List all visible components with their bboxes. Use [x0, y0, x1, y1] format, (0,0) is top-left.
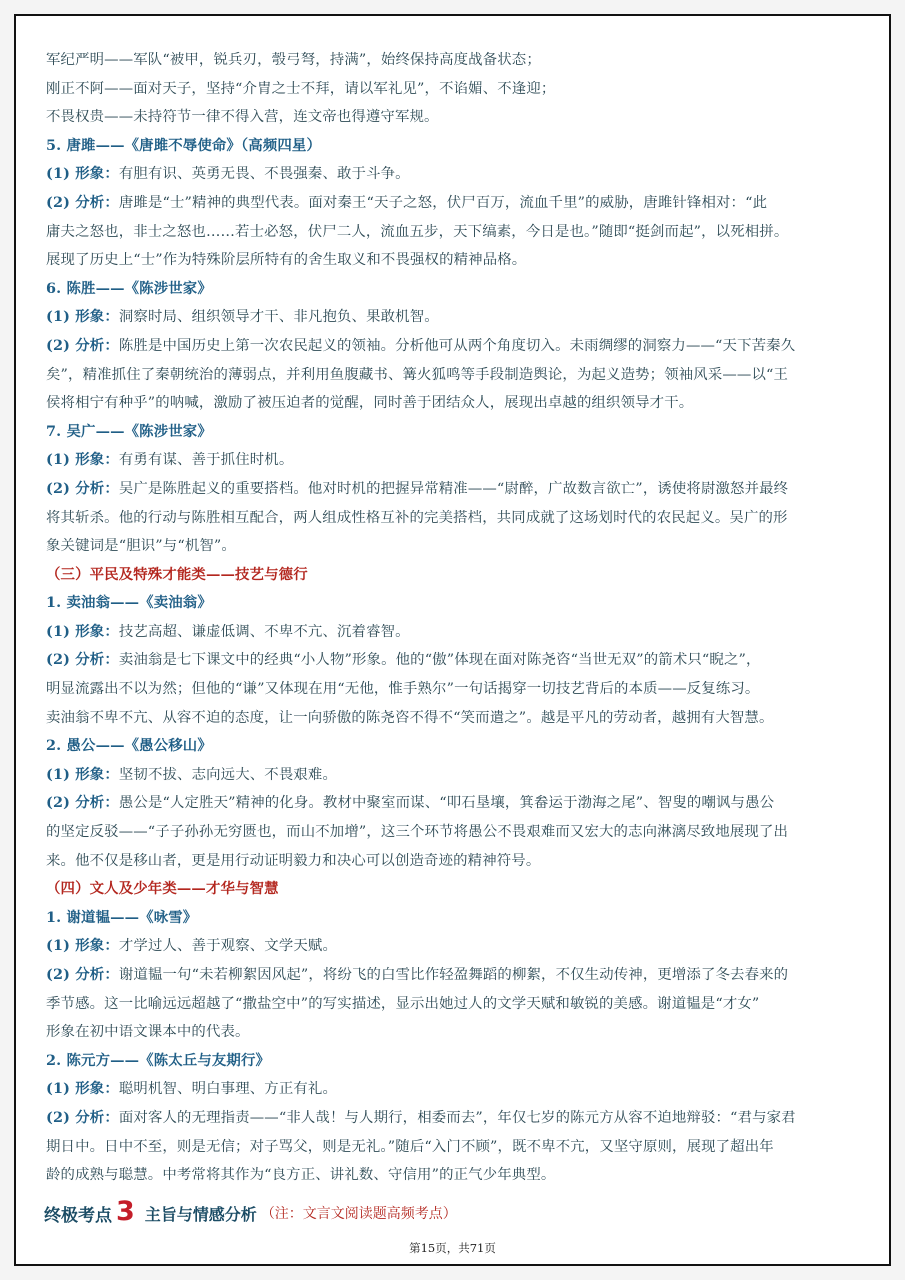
text-line: 季节感。这一比喻远远超越了“撒盐空中”的写实描述，显示出她过人的文学天赋和敏锐的美感。谢道韫是“才女” — [46, 995, 760, 1012]
banner-subtitle: 主旨与情感分析 — [144, 1204, 257, 1224]
point-text: 面对客人的无理指责——“非人哉！与人期行，相委而去”，年仅七岁的陈元方从容不迫地辩驳：“君与家君 — [118, 1109, 796, 1126]
point-label: (1) 形象： — [46, 308, 119, 326]
labeled-line — [46, 761, 867, 790]
point-text: 卖油翁是七下课文中的经典“小人物”形象。他的“傲”体现在面对陈尧咨“当世无双”的箭术只“睨之”， — [118, 652, 761, 669]
text-line: 期日中。日中不至，则是无信；对子骂父，则是无礼。”随后“入门不顾”，既不卑不亢，又坚守原则，展现了超出年 — [46, 1138, 774, 1155]
text-line: 军纪严明——军队“被甲，锐兵刃，彀弓弩，持满”，始终保持高度战备状态； — [46, 52, 541, 68]
text-line: 不畏权贵——未持符节一律不得入营，连文帝也得遵守军规。 — [46, 109, 439, 126]
item-heading: 2. 愚公——《愚公移山》 — [46, 737, 212, 755]
point-label: (2) 分析： — [46, 651, 119, 669]
banner-title: 终极考点 — [44, 1205, 112, 1226]
labeled-line — [46, 1075, 867, 1104]
point-label: (2) 分析： — [46, 794, 119, 812]
labeled-line — [46, 618, 867, 647]
point-label: (2) 分析： — [46, 966, 119, 983]
point-label: (1) 形象： — [46, 1080, 119, 1098]
point-label: (2) 分析： — [46, 479, 119, 497]
labeled-line — [46, 332, 867, 361]
labeled-line — [46, 961, 867, 990]
point-text: 愚公是“人定胜天”精神的化身。教材中聚室而谋、“叩石垦壤，箕畚运于渤海之尾”、智叟的嘲讽与愚公 — [118, 795, 775, 812]
page-number: 第15页，共71页 — [409, 1241, 496, 1255]
point-text: 唐雎是“士”精神的典型代表。面对秦王“天子之怒，伏尸百万，流血千里”的威胁，唐雎针锋相对：“此 — [118, 194, 768, 211]
item-heading: 1. 卖油翁——《卖油翁》 — [46, 594, 212, 612]
section-heading: （四）文人及少年类——才华与智慧 — [46, 880, 279, 898]
document-page — [14, 14, 891, 1266]
labeled-line — [46, 446, 867, 475]
point-label: (1) 形象： — [46, 451, 119, 469]
point-text: 技艺高超、谦虚低调、不卑不亢、沉着睿智。 — [118, 623, 410, 640]
text-line: 形象在初中语文课本中的代表。 — [46, 1024, 250, 1041]
point-text: 陈胜是中国历史上第一次农民起义的领袖。分析他可从两个角度切入。未雨绸缪的洞察力——“天下苦秦久 — [118, 337, 796, 354]
item-heading: 5. 唐雎——《唐雎不辱使命》（高频四星） — [46, 136, 322, 154]
item-heading: 6. 陈胜——《陈涉世家》 — [46, 279, 212, 297]
labeled-line — [46, 189, 867, 218]
labeled-line — [46, 932, 867, 961]
text-line: 象关键词是“胆识”与“机智”。 — [46, 538, 236, 555]
item-heading: 7. 吴广——《陈涉世家》 — [46, 422, 212, 440]
point-text: 聪明机智、明白事理、方正有礼。 — [118, 1081, 337, 1098]
text-line: 矣”，精准抓住了秦朝统治的薄弱点，并利用鱼腹藏书、篝火狐鸣等手段制造舆论，为起义造势；领袖风采——以“王 — [46, 366, 789, 383]
banner-note: （注：文言文阅读题高频考点） — [260, 1206, 457, 1222]
labeled-line — [46, 1104, 867, 1133]
point-text: 洞察时局、组织领导才干、非凡抱负、果敢机智。 — [118, 309, 439, 326]
labeled-line — [46, 303, 867, 332]
point-text: 才学过人、善于观察、文学天赋。 — [118, 938, 337, 955]
point-label: (2) 分析： — [46, 336, 119, 354]
text-line: 庸夫之怒也，非士之怒也……若士必怒，伏尸二人，流血五步，天下缟素，今日是也。”随即“挺剑而起”，以死相拼。 — [46, 223, 789, 240]
point-label: (1) 形象： — [46, 765, 119, 783]
text-line: 明显流露出不以为然；但他的“谦”又体现在用“无他，惟手熟尔”一句话揭穿一切技艺背后的本质——反复练习。 — [46, 681, 760, 698]
point-text: 有胆有识、英勇无畏、不畏强秦、敢于斗争。 — [118, 166, 410, 183]
text-line: 将其斩杀。他的行动与陈胜相互配合，两人组成性格互补的完美搭档，共同成就了这场划时代的农民起义。吴广的形 — [46, 509, 788, 526]
text-line: 来。他不仅是移山者，更是用行动证明毅力和决心可以创造奇迹的精神符号。 — [46, 852, 541, 869]
section-heading: （三）平民及特殊才能类——技艺与德行 — [46, 565, 308, 583]
point-text: 吴广是陈胜起义的重要搭档。他对时机的把握异常精准——“尉醉，广故数言欲亡”，诱使将尉激怒并最终 — [118, 480, 789, 497]
text-line: 龄的成熟与聪慧。中考常将其作为“良方正、讲礼数、守信用”的正气少年典型。 — [46, 1167, 556, 1184]
text-line: 卖油翁不卑不亢、从容不迫的态度，让一向骄傲的陈尧咨不得不“笑而遣之”。越是平凡的劳动者，越拥有大智慧。 — [46, 709, 774, 726]
point-text: 有勇有谋、善于抓住时机。 — [118, 452, 294, 469]
labeled-line — [46, 475, 867, 504]
text-line: 展现了历史上“士”作为特殊阶层所特有的舍生取义和不畏强权的精神品格。 — [46, 252, 527, 269]
point-label: (1) 形象： — [46, 622, 119, 640]
labeled-line — [46, 160, 867, 189]
point-label: (2) 分析： — [46, 1108, 119, 1126]
point-label: (2) 分析： — [46, 193, 119, 211]
item-heading: 1. 谢道韫——《咏雪》 — [46, 908, 198, 926]
banner-number: 3 — [116, 1195, 135, 1227]
item-heading: 2. 陈元方——《陈太丘与友期行》 — [46, 1051, 271, 1069]
document-body — [46, 46, 867, 1190]
labeled-line — [46, 789, 867, 818]
point-label: (1) 形象： — [46, 937, 119, 955]
text-line: 的坚定反驳——“子子孙孙无穷匮也，而山不加增”，这三个环节将愚公不畏艰难而又宏大的志向淋漓尽致地展现了出 — [46, 824, 789, 841]
point-text: 坚韧不拔、志向远大、不畏艰难。 — [118, 766, 337, 783]
text-line: 侯将相宁有种乎”的呐喊，激励了被压迫者的觉醒，同时善于团结众人，展现出卓越的组织领导才干。 — [46, 395, 694, 412]
exam-point-banner — [44, 1196, 457, 1230]
text-line: 刚正不阿——面对天子，坚持“介胄之士不拜，请以军礼见”，不谄媚、不逢迎； — [46, 80, 556, 97]
point-label: (1) 形象： — [46, 165, 119, 183]
labeled-line — [46, 646, 867, 675]
point-text: 谢道韫一句“未若柳絮因风起”，将纷飞的白雪比作轻盈舞蹈的柳絮，不仅生动传神，更增添了冬去春来的 — [118, 967, 789, 983]
